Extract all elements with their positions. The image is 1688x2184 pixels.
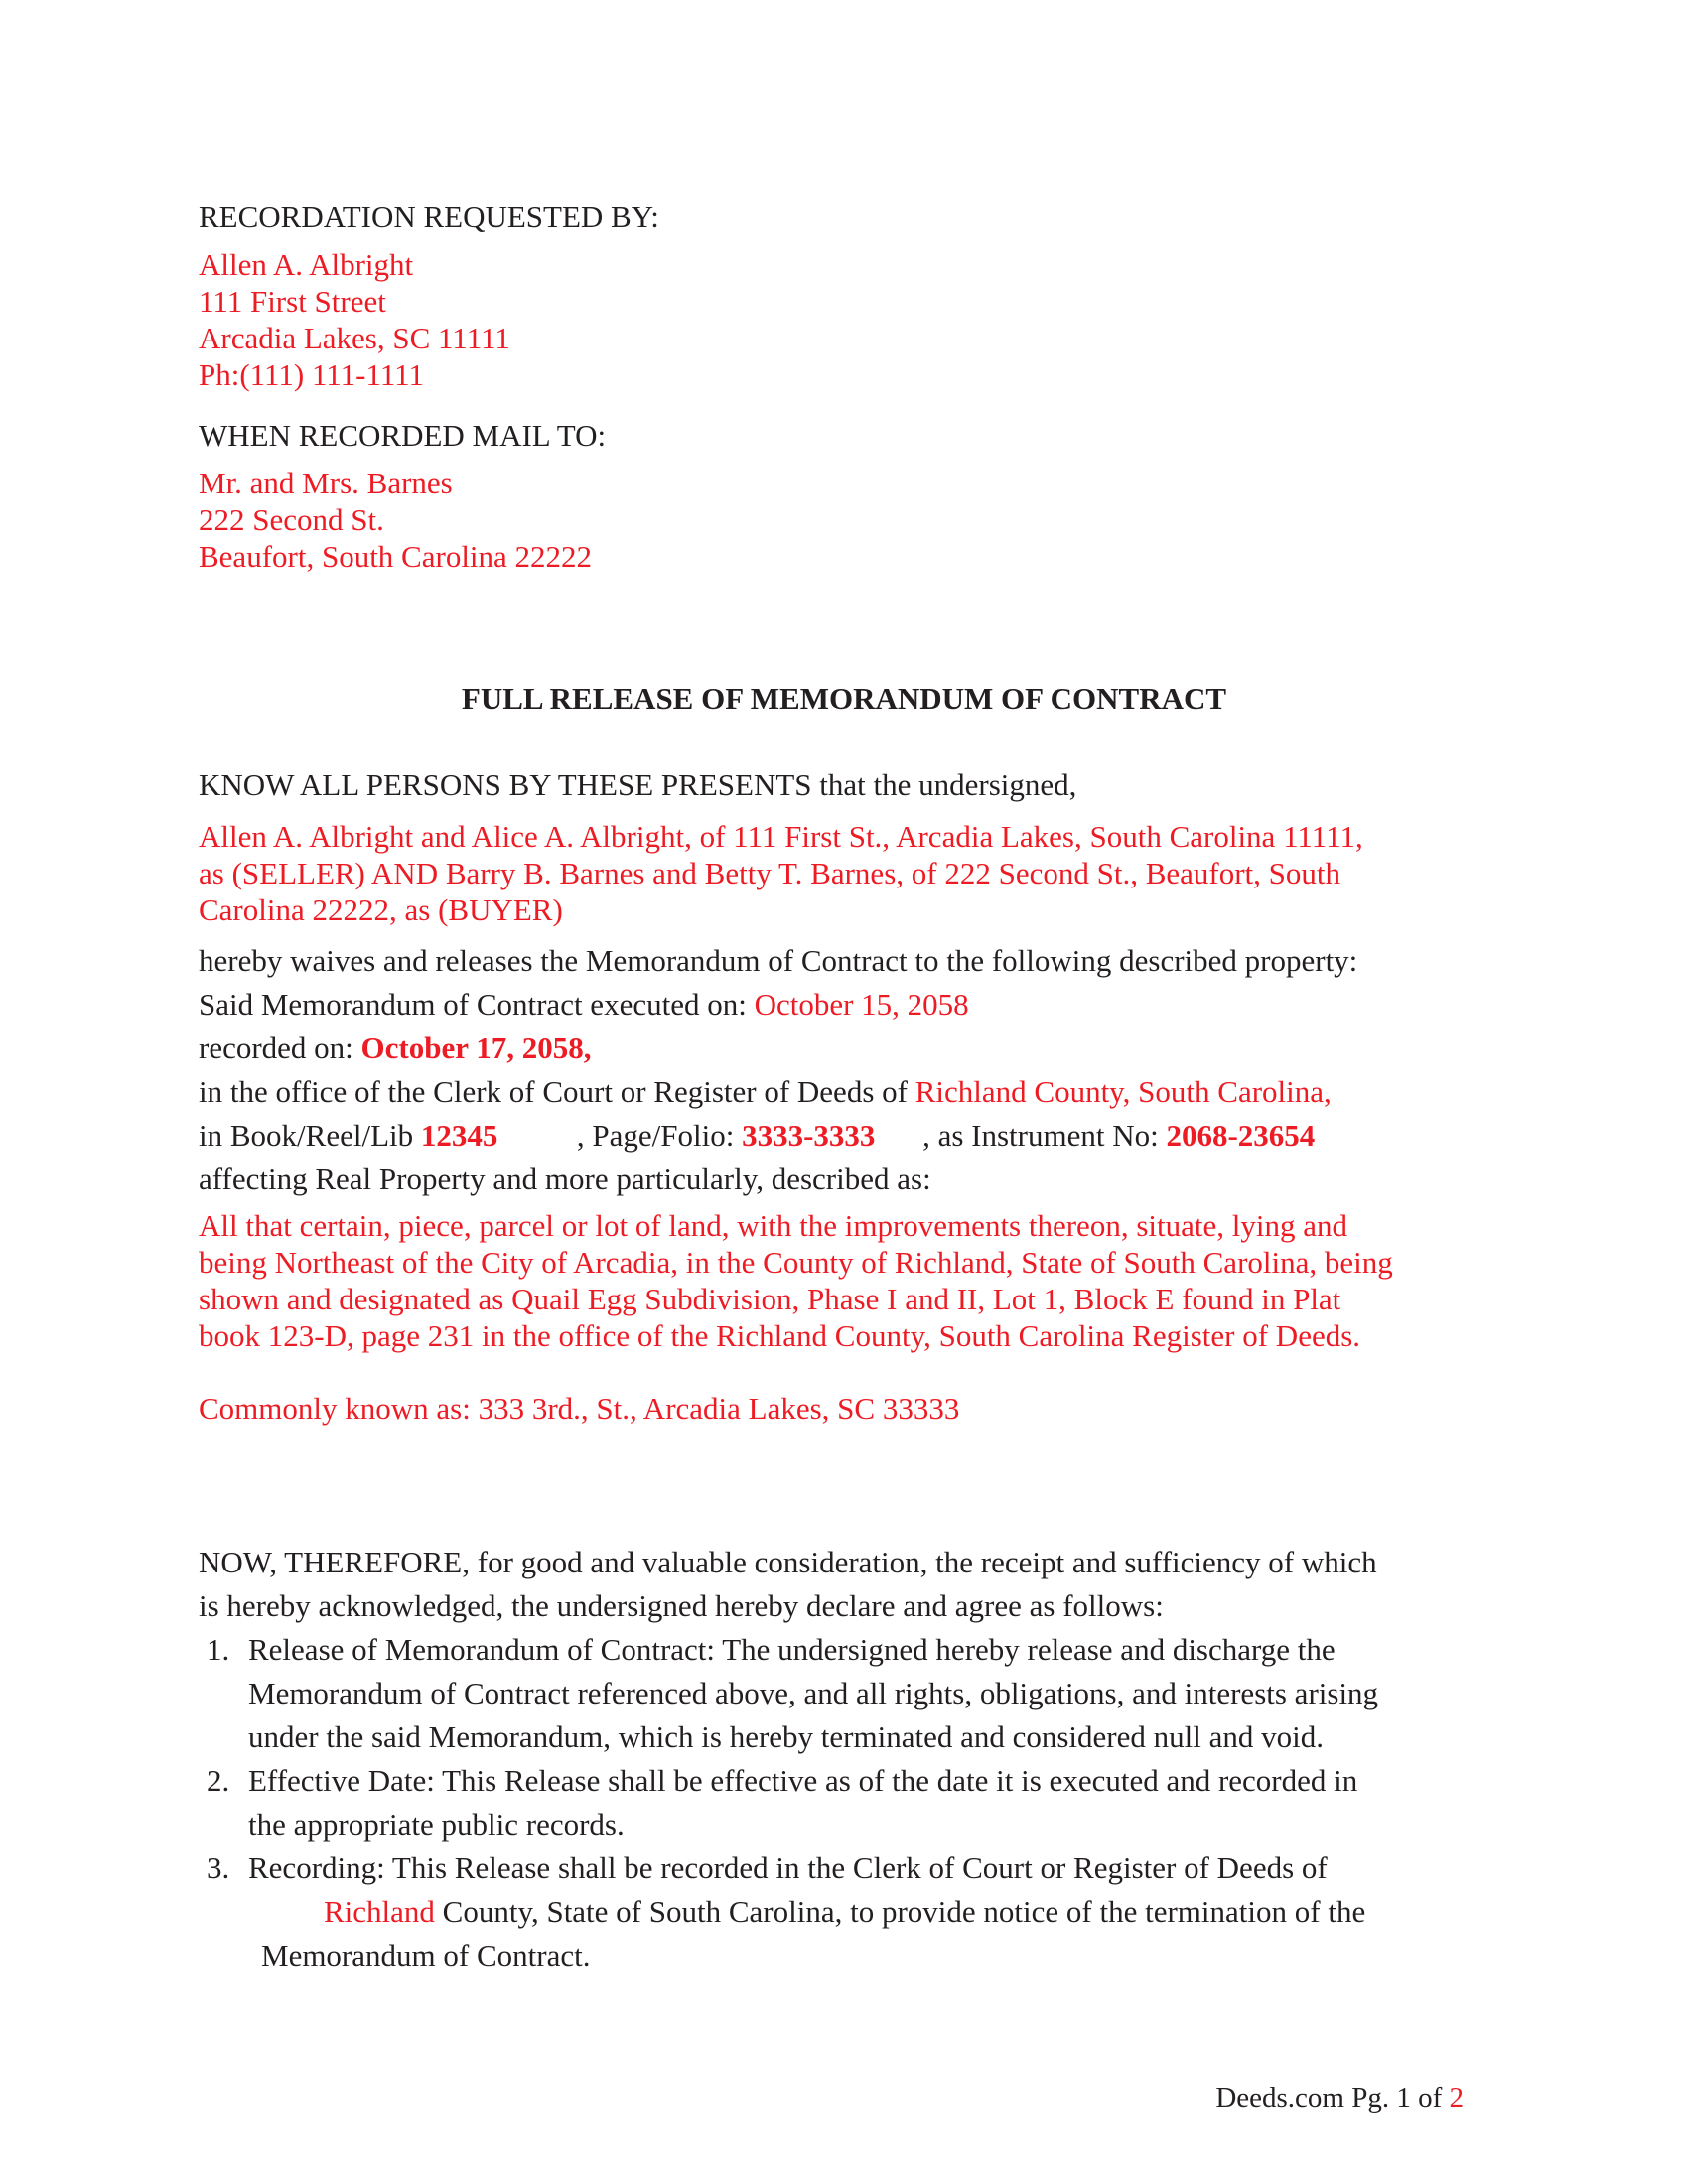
item-line: Release of Memorandum of Contract: The undersigned hereby release and discharge the: [248, 1632, 1336, 1667]
now-therefore-line: is hereby acknowledged, the undersigned hereby declare and agree as follows:: [199, 1588, 1164, 1623]
item-number: 1.: [207, 1632, 230, 1667]
item-line: under the said Memorandum, which is hereby terminated and considered null and void.: [248, 1719, 1324, 1754]
item-line: Memorandum of Contract.: [261, 1938, 591, 1973]
recorded-line: [199, 1029, 1509, 1066]
item-line: [248, 1890, 1489, 1934]
mail-to-address: [199, 465, 1489, 575]
office-label: in the office of the Clerk of Court or Register of Deeds of: [199, 1074, 915, 1109]
legal-line: being Northeast of the City of Arcadia, in the County of Richland, State of South Carolina, being: [199, 1245, 1393, 1280]
now-therefore-line: NOW, THEREFORE, for good and valuable consideration, the receipt and sufficiency of which: [199, 1545, 1377, 1579]
book-label: in Book/Reel/Lib: [199, 1118, 421, 1153]
requester-line: 111 First Street: [199, 284, 386, 319]
list-item: [199, 1759, 1489, 1846]
mail-to-line: Mr. and Mrs. Barnes: [199, 466, 453, 500]
mail-to-line: Beaufort, South Carolina 22222: [199, 539, 593, 574]
footer-total-pages: 2: [1449, 2082, 1464, 2114]
commonly-known: [199, 1390, 1489, 1427]
recorded-label: recorded on:: [199, 1030, 361, 1065]
parties-line: as (SELLER) AND Barry B. Barnes and Betty T. Barnes, of 222 Second St., Beaufort, South: [199, 856, 1340, 890]
property-details: [199, 942, 1509, 1197]
item-number: 2.: [207, 1763, 230, 1798]
book-line: [199, 1117, 1509, 1154]
requester-address: [199, 246, 1489, 393]
page-value: 3333-3333: [742, 1118, 876, 1153]
legal-line: book 123-D, page 231 in the office of the Richland County, South Carolina Register of Deeds.: [199, 1318, 1361, 1353]
item-line: Recording: This Release shall be recorded in the Clerk of Court or Register of Deeds of: [248, 1850, 1328, 1885]
now-therefore-block: [199, 1541, 1489, 1978]
terms-list: [199, 1628, 1489, 1978]
recordation-heading: RECORDATION REQUESTED BY:: [199, 200, 659, 234]
list-item: [199, 1846, 1489, 1978]
commonly-known-line: Commonly known as: 333 3rd., St., Arcadia Lakes, SC 33333: [199, 1391, 960, 1426]
requester-line: Ph:(111) 111-1111: [199, 357, 425, 392]
mail-to-line: 222 Second St.: [199, 502, 384, 537]
mail-to-block: [199, 417, 1489, 575]
item-line: Effective Date: This Release shall be effective as of the date it is executed and recorded in: [248, 1763, 1358, 1798]
parties-block: [199, 818, 1489, 928]
instrument-value: 2068-23654: [1166, 1118, 1316, 1153]
waives-line: hereby waives and releases the Memorandum of Contract to the following described property:: [199, 943, 1358, 978]
legal-line: shown and designated as Quail Egg Subdivision, Phase I and II, Lot 1, Block E found in Plat: [199, 1282, 1341, 1316]
item-number: 3.: [207, 1850, 230, 1885]
item-line-rest: County, State of South Carolina, to provide notice of the termination of the: [434, 1894, 1366, 1929]
parties-line: Allen A. Albright and Alice A. Albright, of 111 First St., Arcadia Lakes, South Carolina 11111,: [199, 819, 1363, 854]
parties-line: Carolina 22222, as (BUYER): [199, 892, 563, 927]
requester-line: Allen A. Albright: [199, 247, 414, 282]
item-line: the appropriate public records.: [248, 1807, 625, 1842]
requester-line: Arcadia Lakes, SC 11111: [199, 321, 510, 355]
intro-text: [199, 766, 1489, 803]
affecting-line: affecting Real Property and more particularly, described as:: [199, 1161, 931, 1196]
recorded-date: October 17, 2058,: [360, 1030, 592, 1065]
executed-label: Said Memorandum of Contract executed on:: [199, 987, 755, 1022]
mail-to-heading: WHEN RECORDED MAIL TO:: [199, 418, 607, 453]
recordation-block: [199, 199, 1489, 393]
executed-line: [199, 986, 1509, 1023]
office-county: Richland County, South Carolina,: [914, 1074, 1332, 1109]
list-item: [199, 1628, 1489, 1759]
intro-line: KNOW ALL PERSONS BY THESE PRESENTS that the undersigned,: [199, 767, 1077, 802]
book-value: 12345: [420, 1118, 498, 1153]
office-line: [199, 1073, 1509, 1110]
page-footer: [1215, 2080, 1464, 2116]
item-line: Memorandum of Contract referenced above, and all rights, obligations, and interests arising: [248, 1676, 1379, 1710]
document-title: FULL RELEASE OF MEMORANDUM OF CONTRACT: [461, 681, 1227, 716]
instrument-label: , as Instrument No:: [922, 1118, 1167, 1153]
legal-line: All that certain, piece, parcel or lot of land, with the improvements thereon, situate, lying and: [199, 1208, 1347, 1243]
executed-date: October 15, 2058: [754, 987, 969, 1022]
footer-site: Deeds.com Pg. 1 of: [1215, 2082, 1450, 2114]
item-county: Richland: [324, 1894, 435, 1929]
page-label: , Page/Folio:: [576, 1118, 743, 1153]
legal-description: [199, 1207, 1509, 1354]
